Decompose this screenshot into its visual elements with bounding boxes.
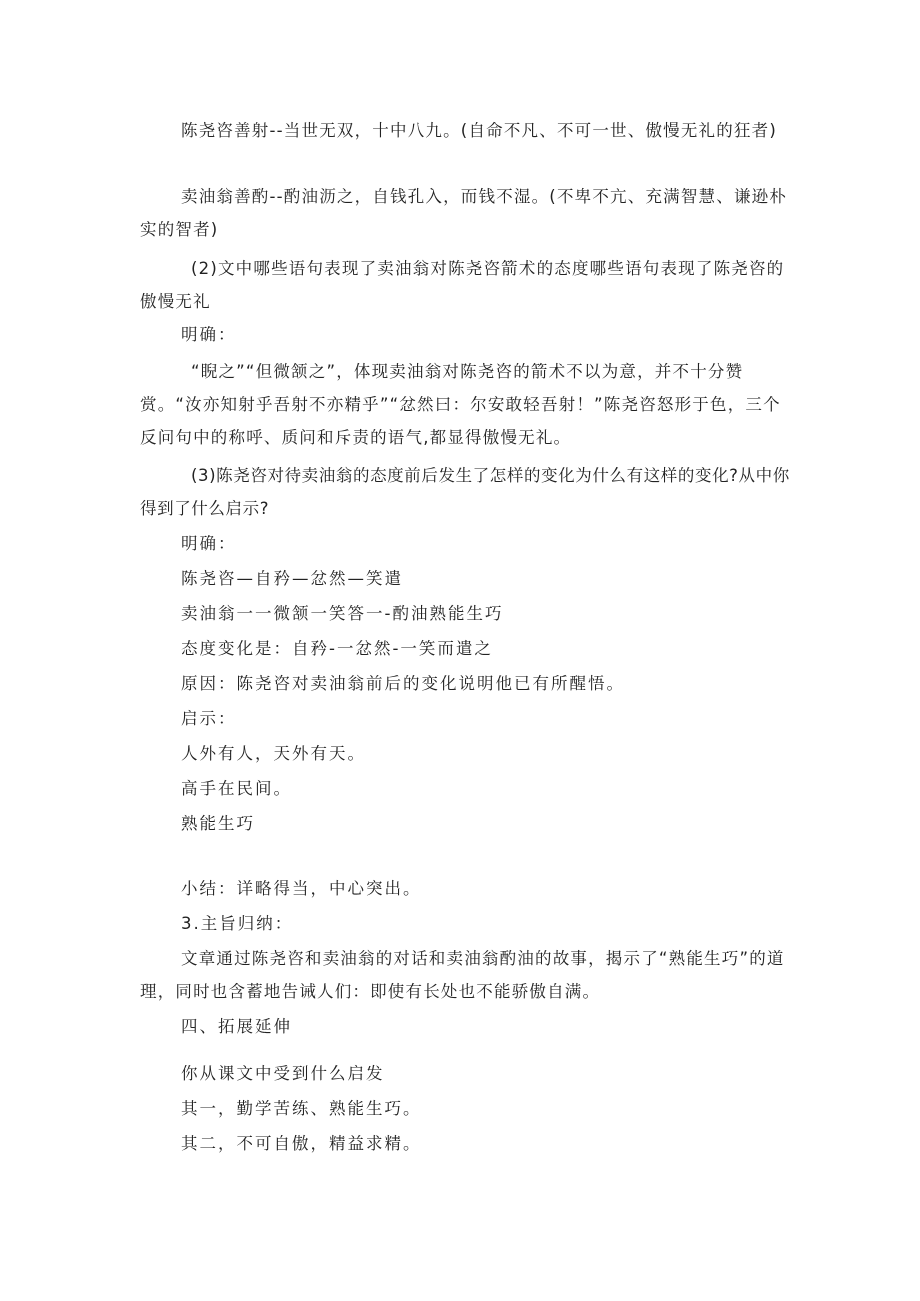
extension-answer-1: 其一，勤学苦练、熟能生巧。 <box>181 1099 422 1118</box>
question-2: (2)文中哪些语句表现了卖油翁对陈尧咨箭术的态度哪些语句表现了陈尧咨的傲慢无礼 <box>140 259 785 311</box>
section-theme-heading: 3.主旨归纳： <box>181 914 294 933</box>
paragraph-oil-seller-pouring: 卖油翁善酌--酌油沥之，自钱孔入，而钱不湿。(不卑不亢、充满智慧、谦逊朴实的智者) <box>140 187 788 239</box>
label-clarify-1: 明确： <box>181 325 237 344</box>
insight-item-2: 高手在民间。 <box>181 779 292 798</box>
extension-answer-2: 其二，不可自傲，精益求精。 <box>181 1134 422 1153</box>
section-extension-heading: 四、拓展延伸 <box>181 1017 292 1036</box>
insight-item-1: 人外有人，天外有天。 <box>181 744 366 763</box>
theme-paragraph: 文章通过陈尧咨和卖油翁的对话和卖油翁酌油的故事，揭示了“熟能生巧”的道理，同时也含蓄地告诫人们：即使有长处也不能骄傲自满。 <box>140 949 785 1001</box>
paragraph-chen-yaozi-archery: 陈尧咨善射--当世无双，十中八九。(自命不凡、不可一世、傲慢无礼的狂者) <box>181 121 777 140</box>
line-reason: 原因：陈尧咨对卖油翁前后的变化说明他已有所醒悟。 <box>181 674 625 693</box>
label-clarify-2: 明确： <box>181 534 237 553</box>
label-insight: 启示： <box>181 709 237 728</box>
line-oil-seller-chain: 卖油翁一一微颔一笑答一-酌油熟能生巧 <box>181 604 504 623</box>
insight-item-3: 熟能生巧 <box>181 814 255 833</box>
summary-line: 小结：详略得当，中心突出。 <box>181 879 422 898</box>
extension-question: 你从课文中受到什么启发 <box>181 1064 385 1083</box>
line-attitude-change: 态度变化是：自矜-一忿然-一笑而遣之 <box>181 639 493 658</box>
answer-2-paragraph: “睨之”“但微颔之”，体现卖油翁对陈尧咨的箭术不以为意，并不十分赞赏。“汝亦知射乎吾射不亦精乎”“忿然曰：尔安敢轻吾射！”陈尧咨怒形于色，三个反问句中的称呼、质问和斥责的语气,都显得傲慢无礼。 <box>140 362 781 447</box>
question-3: (3)陈尧咨对待卖油翁的态度前后发生了怎样的变化为什么有这样的变化?从中你得到了什么启示? <box>140 466 790 518</box>
line-chen-attitude-chain: 陈尧咨—自矜—忿然—笑遣 <box>181 569 403 588</box>
